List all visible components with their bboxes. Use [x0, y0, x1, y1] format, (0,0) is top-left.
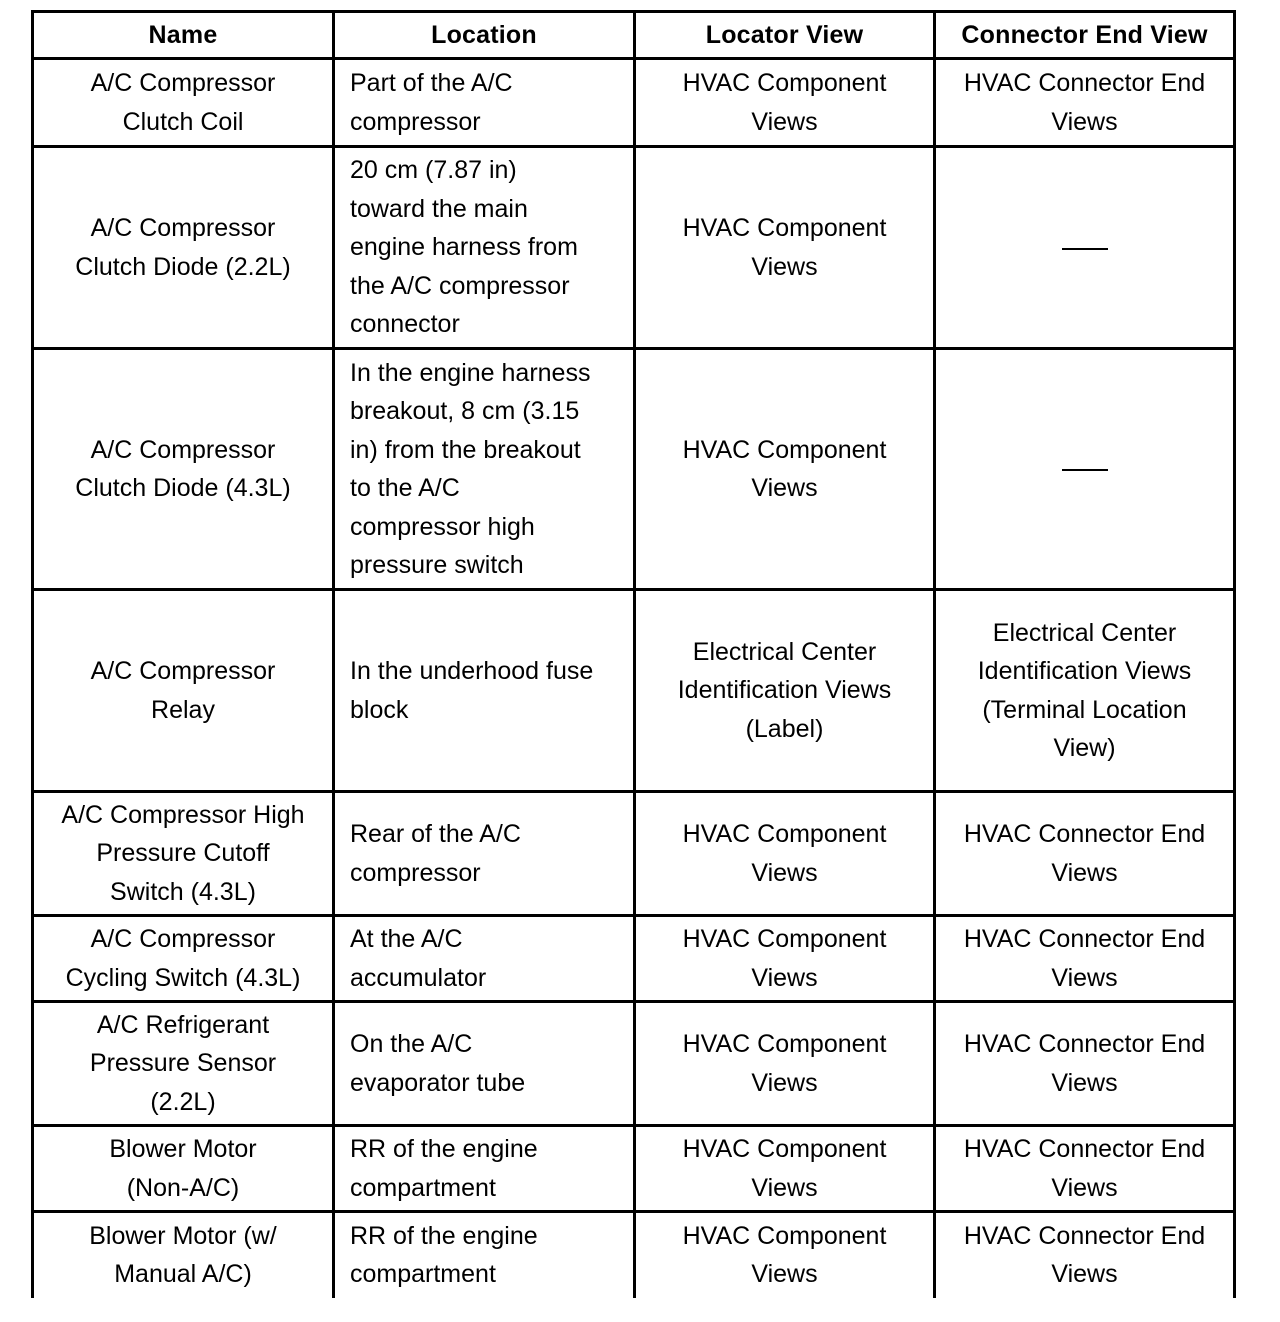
table-row — [33, 147, 1235, 349]
cell-location: Part of the A/C compressor — [334, 59, 635, 147]
cell-locator-view: HVAC Component Views — [635, 1212, 935, 1298]
cell-location: RR of the engine compartment — [334, 1212, 635, 1298]
cell-locator-view: Electrical Center Identification Views (Label) — [635, 590, 935, 792]
cell-connector-end-view: HVAC Connector End Views — [935, 916, 1235, 1002]
table-row — [33, 349, 1235, 590]
cell-name: A/C Compressor Relay — [33, 590, 334, 792]
cell-locator-view: HVAC Component Views — [635, 916, 935, 1002]
cell-locator-view: HVAC Component Views — [635, 1126, 935, 1212]
header-location: Location — [334, 12, 635, 59]
table-row — [33, 916, 1235, 1002]
header-connector-end-view: Connector End View — [935, 12, 1235, 59]
cell-connector-end-view: HVAC Connector End Views — [935, 1212, 1235, 1298]
cell-connector-end-view: HVAC Connector End Views — [935, 792, 1235, 916]
cell-name: A/C Compressor Cycling Switch (4.3L) — [33, 916, 334, 1002]
table-row — [33, 792, 1235, 916]
cell-connector-end-view: HVAC Connector End Views — [935, 1002, 1235, 1126]
em-dash-placeholder — [1062, 248, 1108, 250]
cell-name: A/C Refrigerant Pressure Sensor (2.2L) — [33, 1002, 334, 1126]
cell-name: A/C Compressor High Pressure Cutoff Switch (4.3L) — [33, 792, 334, 916]
cell-locator-view: HVAC Component Views — [635, 792, 935, 916]
cell-connector-end-view: HVAC Connector End Views — [935, 59, 1235, 147]
table-row — [33, 1126, 1235, 1212]
cell-location: At the A/C accumulator — [334, 916, 635, 1002]
table-row — [33, 1002, 1235, 1126]
cell-location: RR of the engine compartment — [334, 1126, 635, 1212]
cell-location: Rear of the A/C compressor — [334, 792, 635, 916]
cell-connector-end-view: HVAC Connector End Views — [935, 1126, 1235, 1212]
component-locator-table — [31, 10, 1236, 1298]
table-row — [33, 590, 1235, 792]
cell-locator-view: HVAC Component Views — [635, 349, 935, 590]
cell-location: 20 cm (7.87 in) toward the main engine harness from the A/C compressor connector — [334, 147, 635, 349]
cell-location: In the engine harness breakout, 8 cm (3.15 in) from the breakout to the A/C compressor high pressure switch — [334, 349, 635, 590]
cell-name: A/C Compressor Clutch Coil — [33, 59, 334, 147]
em-dash-placeholder — [1062, 469, 1108, 471]
table-row — [33, 1212, 1235, 1298]
cell-connector-end-view: Electrical Center Identification Views (Terminal Location View) — [935, 590, 1235, 792]
cell-name: A/C Compressor Clutch Diode (2.2L) — [33, 147, 334, 349]
cell-name: Blower Motor (w/ Manual A/C) — [33, 1212, 334, 1298]
cell-locator-view: HVAC Component Views — [635, 59, 935, 147]
header-locator-view: Locator View — [635, 12, 935, 59]
table-header-row — [33, 12, 1235, 59]
cell-connector-end-view — [935, 349, 1235, 590]
cell-connector-end-view — [935, 147, 1235, 349]
cell-locator-view: HVAC Component Views — [635, 1002, 935, 1126]
header-name: Name — [33, 12, 334, 59]
cell-name: A/C Compressor Clutch Diode (4.3L) — [33, 349, 334, 590]
cell-name: Blower Motor (Non-A/C) — [33, 1126, 334, 1212]
cell-location: In the underhood fuse block — [334, 590, 635, 792]
table-row — [33, 59, 1235, 147]
cell-locator-view: HVAC Component Views — [635, 147, 935, 349]
component-locator-table-wrapper — [31, 10, 1233, 1298]
cell-location: On the A/C evaporator tube — [334, 1002, 635, 1126]
